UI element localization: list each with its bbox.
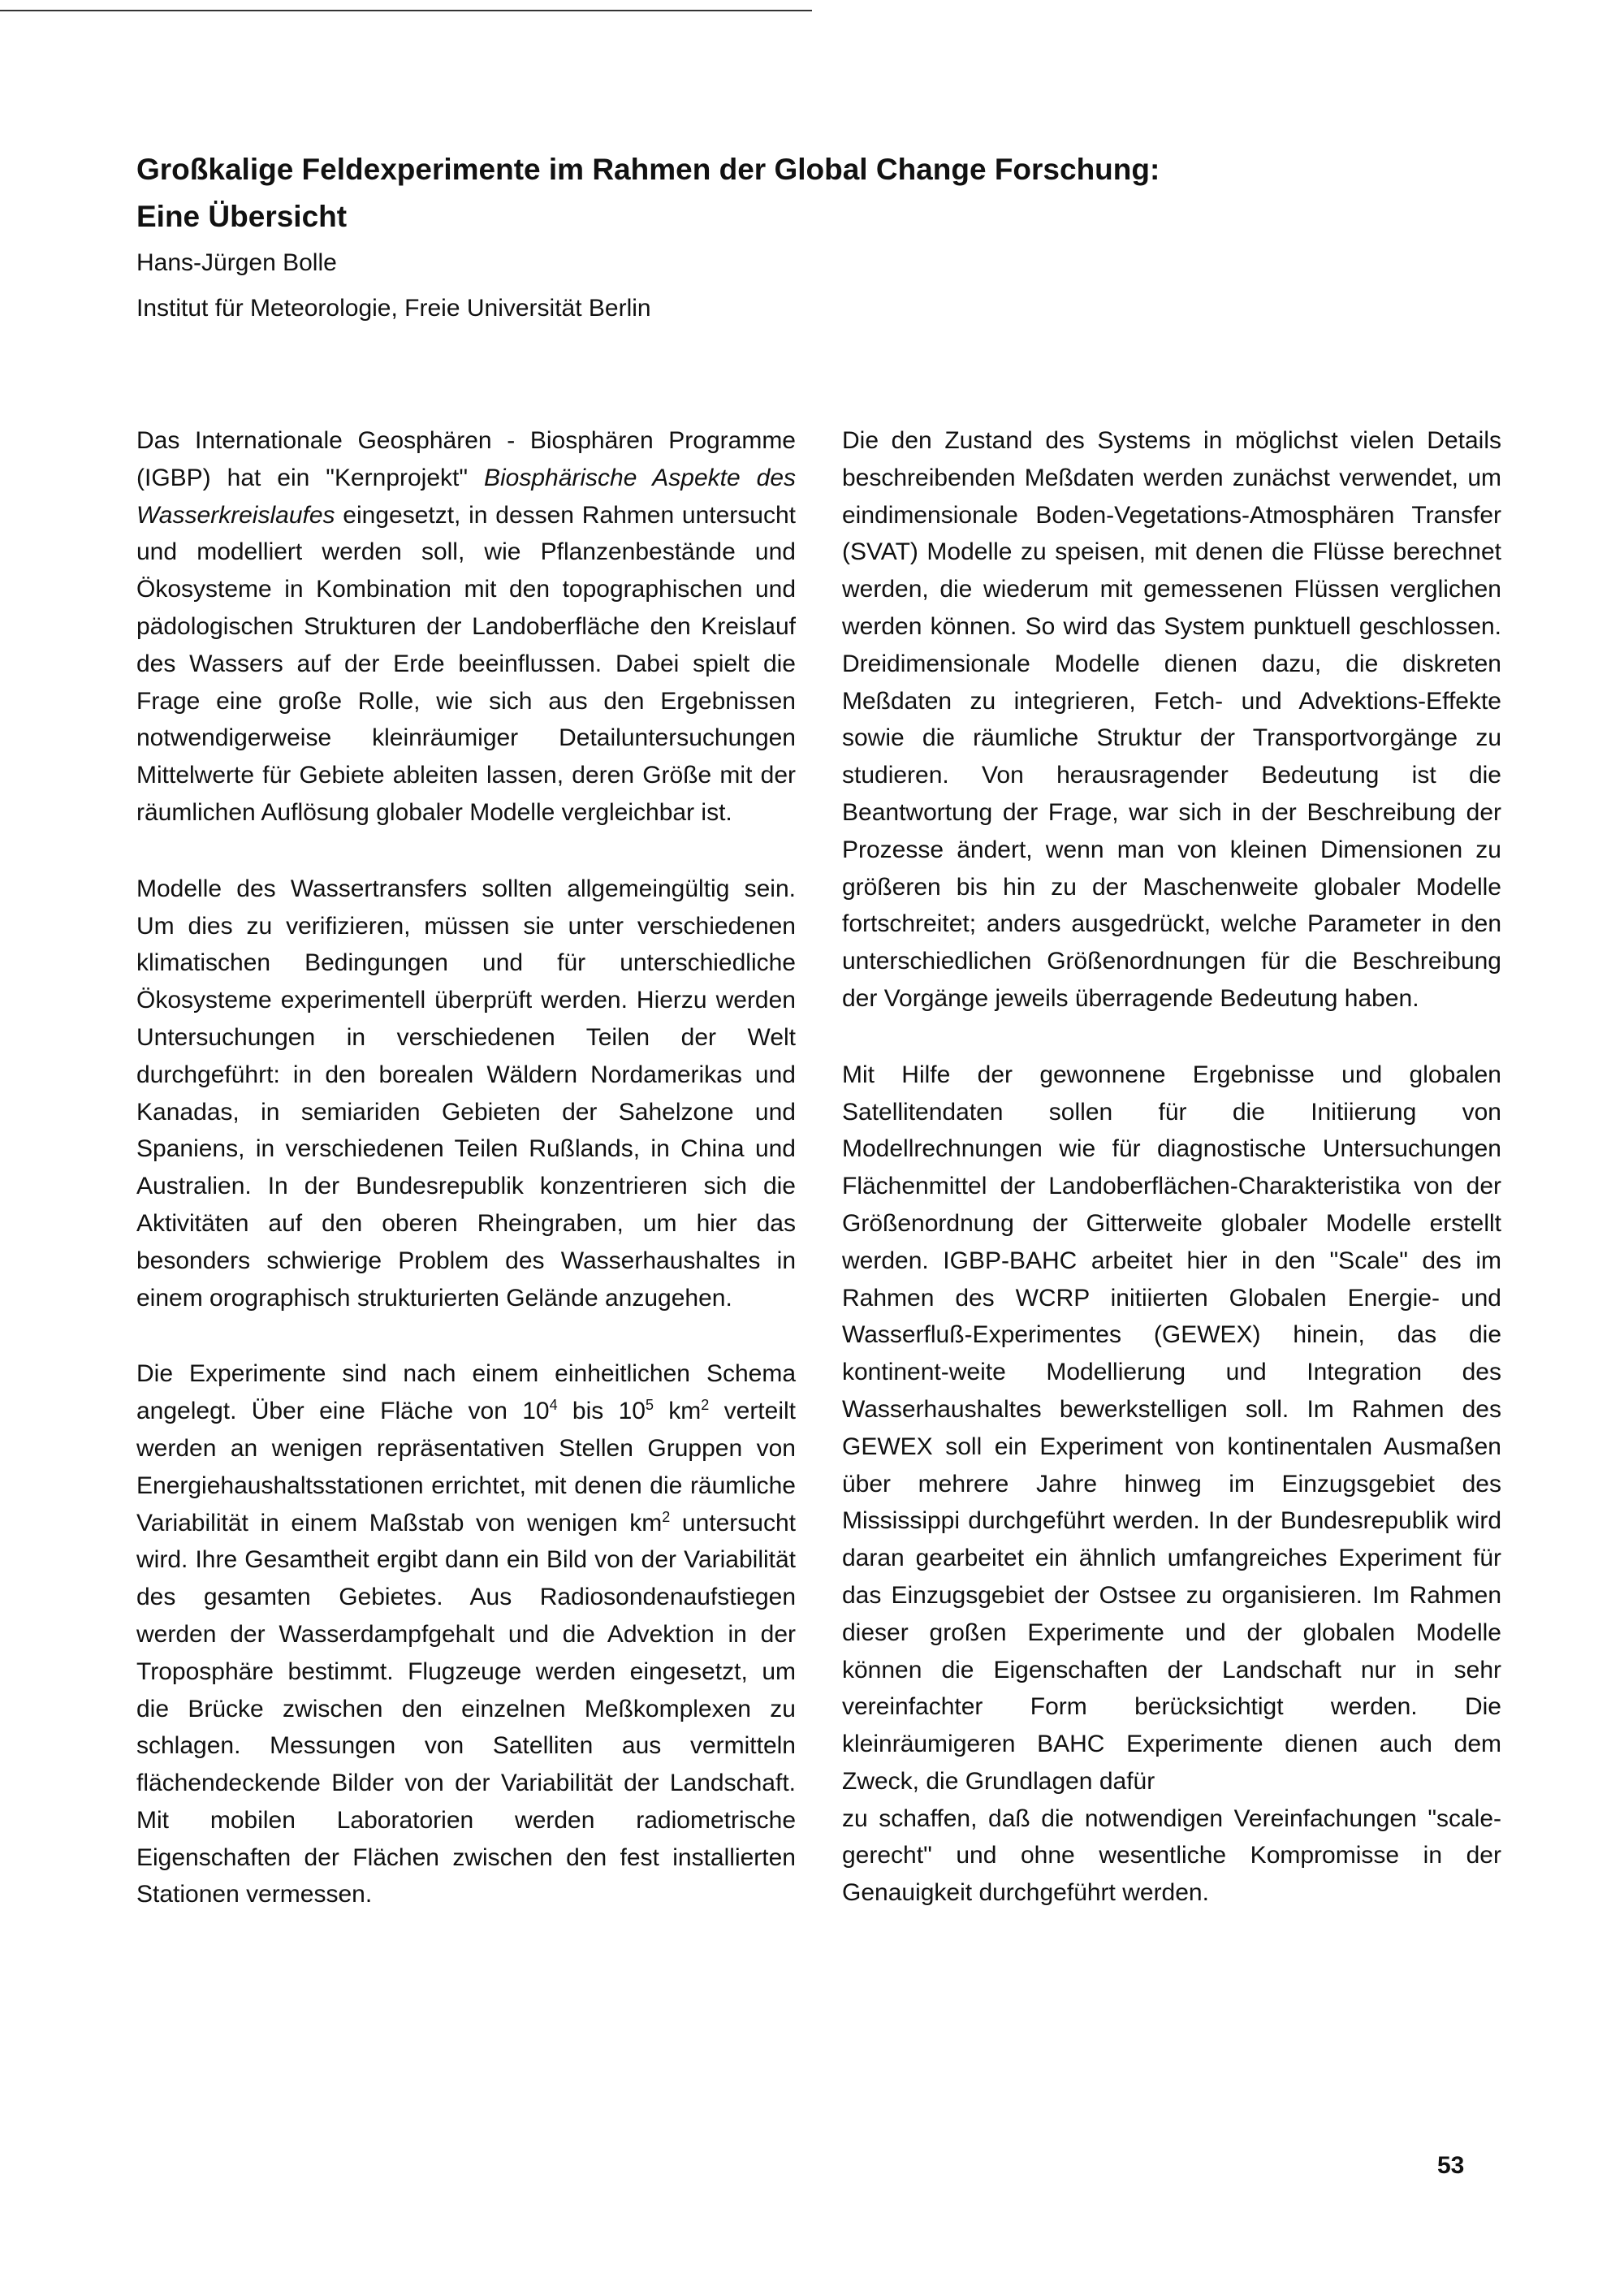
right-paragraph-1: Die den Zustand des Systems in möglichst vielen Details beschreibenden Meßdaten werden zunächst verwendet, um eindimensionale Boden-Vegetations-Atmosphären Transfer (SVAT) Modelle zu speisen, mit denen die Flüsse berechnet werden, die wiederum mit gemessenen Flüssen verglichen werden können. So wird das System punktuell geschlossen. Dreidimensionale Modelle dienen dazu, die diskreten Meßdaten zu integrieren, Fetch- und Advektions-Effekte sowie die räumliche Struktur der Transportvorgänge zu studieren. Von herausragender Bedeutung ist die Beantwortung der Frage, war sich in der Beschreibung der Prozesse ändert, wenn man von kleinen Dimensionen zu größeren bis hin zu der Maschenweite globaler Modelle fortschreitet; anders ausgedrückt, welche Parameter in den unterschiedlichen Größenordnungen für die Beschreibung der Vorgänge jeweils überragende Bedeutung haben. [842,427,1501,1012]
left-p3-text-d: verteilt werden an wenigen repräsentativen Stellen Gruppen von Energiehaushaltsstationen errichtet, mit denen die räumliche Variabilität in einem Maßstab von wenigen km [136,1398,796,1536]
author-institute: Institut für Meteorologie, Freie Universität Berlin [136,295,651,322]
article-header [136,146,1517,331]
left-p1-text-a: Das Internationale Geosphären - Biosphären Programme (IGBP) hat ein "Kernprojekt" [136,427,796,491]
right-paragraph-3: zu schaffen, daß die notwendigen Vereinfachungen "scale-gerecht" und ohne wesentliche Kompromisse in der Genauigkeit durchgeführt werden. [842,1804,1501,1907]
page-number: 53 [1437,2152,1465,2179]
exponent-4: 4 [549,1397,558,1414]
exponent-km-squared-1: 2 [701,1397,710,1414]
top-rule [0,10,812,11]
right-column [842,422,1501,1912]
left-p1-text-b: eingesetzt, in dessen Rahmen untersucht und modelliert werden soll, wie Pflanzenbestände und Ökosysteme in Kombination mit den topographischen und pädologischen Strukturen der Landoberfläche den Kreislauf des Wassers auf der Erde beeinflussen. Dabei spielt die Frage eine große Rolle, wie sich aus den Ergebnissen notwendigerweise kleinräumiger Detailuntersuchungen Mittelwerte für Gebiete ableiten lassen, deren Größe mit der räumlichen Auflösung globaler Modelle vergleichbar ist. [136,501,796,826]
left-p3-text-c: km [653,1398,702,1425]
left-p1-italic-title: Biosphärische Aspekte des Wasserkreislaufes [136,464,797,529]
title-line-1: Großkalige Feldexperimente im Rahmen der Global Change Forschung: [136,153,1160,186]
left-paragraph-2: Modelle des Wassertransfers sollten allgemeingültig sein. Um dies zu verifizieren, müssen sie unter verschiedenen klimatischen Bedingungen und für unterschiedliche Ökosysteme experimentell überprüft werden. Hierzu werden Untersuchungen in verschiedenen Teilen der Welt durchgeführt: in den borealen Wäldern Nordamerikas und Kanadas, in semiariden Gebieten der Sahelzone und Spaniens, in verschiedenen Teilen Rußlands, in China und Australien. In der Bundesrepublik konzentrieren sich die Aktivitäten auf den oberen Rheingraben, um hier das besonders schwierige Problem des Wasserhaushaltes in einem orographisch strukturierten Gelände anzugehen. [136,875,796,1312]
title-line-2: Eine Übersicht [136,200,348,233]
article-title [136,146,1517,240]
right-paragraph-2: Mit Hilfe der gewonnene Ergebnisse und globalen Satellitendaten sollen für die Initiierung von Modellrechnungen wie für diagnostische Untersuchungen Flächenmittel der Landoberflächen-Charakteristika von der Größenordnung der Gitterweite globaler Modelle erstellt werden. IGBP-BAHC arbeitet hier in den "Scale" des im Rahmen des WCRP initiierten Globalen Energie- und Wasserfluß-Experimentes (GEWEX) hinein, das die kontinent-weite Modellierung und Integration des Wasserhaushaltes bewerkstelligen soll. Im Rahmen des GEWEX soll ein Experiment von kontinentalen Ausmaßen über mehrere Jahre hinweg im Einzugsgebiet des Mississippi durchgeführt werden. In der Bundesrepublik wird daran gearbeitet ein ähnlich umfangreiches Experiment für das Einzugsgebiet der Ostsee zu organisieren. Im Rahmen dieser großen Experimente und der globalen Modelle können die Eigenschaften der Landschaft nur in sehr vereinfachter Form berücksichtigt werden. Die kleinräumigeren BAHC Experimente dienen auch dem Zweck, die Grundlagen dafür [842,1061,1501,1795]
left-paragraph-3 [136,1355,796,1913]
left-p3-text-e: untersucht wird. Ihre Gesamtheit ergibt dann ein Bild von der Variabilität des gesamten Gebietes. Aus Radiosondenaufstiegen werden der Wasserdampfgehalt und die Advektion in der Troposphäre bestimmt. Flugzeuge werden eingesetzt, um die Brücke zwischen den einzelnen Meßkomplexen zu schlagen. Messungen von Satelliten aus vermitteln flächendeckende Bilder von der Variabilität der Landschaft. Mit mobilen Laboratorien werden radiometrische Eigenschaften der Flächen zwischen den fest installierten Stationen vermessen. [136,1509,796,1908]
exponent-km-squared-2: 2 [662,1508,671,1525]
left-p3-text-a: Die Experimente sind nach einem einheitlichen Schema angelegt. Über eine Fläche von 10 [136,1360,796,1425]
exponent-5: 5 [645,1397,654,1414]
author-name: Hans-Jürgen Bolle [136,249,337,276]
left-column [136,422,796,1913]
left-p3-text-b: bis 10 [557,1398,646,1425]
left-paragraph-1 [136,422,796,832]
